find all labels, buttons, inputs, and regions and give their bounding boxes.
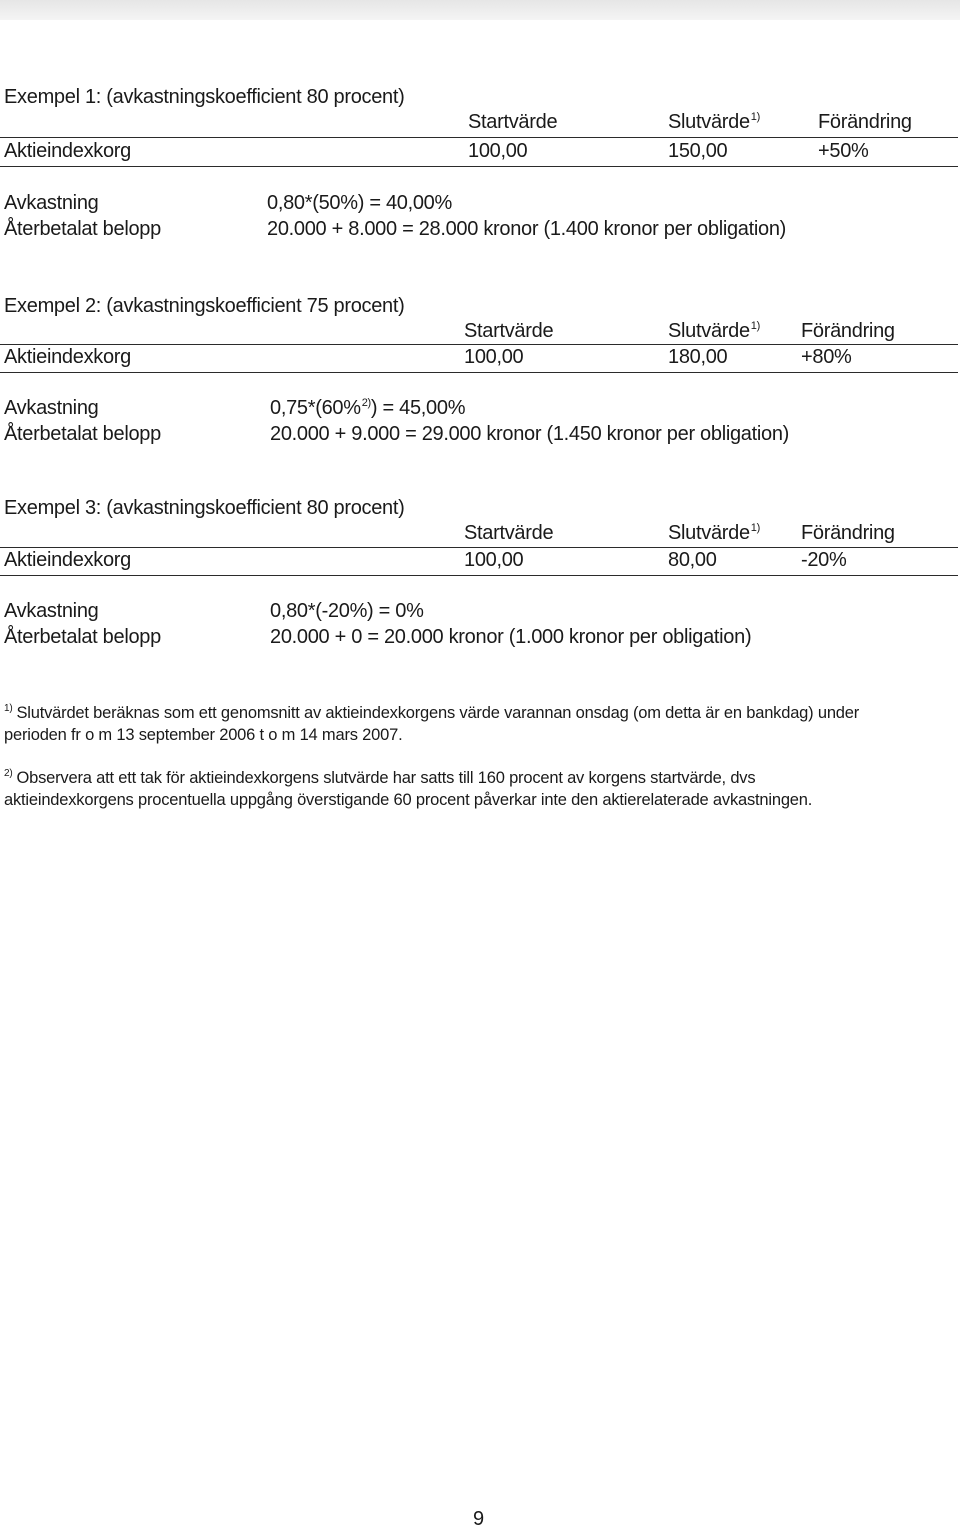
- example-title: Exempel 1: (avkastningskoefficient 80 procent): [4, 86, 405, 108]
- return-label: Avkastning: [4, 397, 99, 419]
- header-change: Förändring: [818, 111, 912, 133]
- header-end-value: Slutvärde$^{1)}$: [668, 111, 760, 133]
- row-label: Aktieindexkorg: [4, 346, 131, 368]
- row-end-value: 180,00: [668, 346, 728, 368]
- header-rule: [0, 547, 958, 548]
- header-rule: [0, 344, 958, 345]
- header-start-value: Startvärde: [468, 111, 558, 133]
- footnote-ref-1: 1): [750, 320, 760, 332]
- row-start-value: 100,00: [464, 549, 524, 571]
- footnote-ref-1: 1): [750, 522, 760, 534]
- header-end-value: Slutvärde$^{1)}$: [668, 522, 760, 544]
- footnote-ref-2: 2): [361, 397, 371, 409]
- footnote-marker: 1): [4, 703, 13, 714]
- header-change: Förändring: [801, 320, 895, 342]
- header-start-value: Startvärde: [464, 320, 554, 342]
- footnote-line: $^{2)}$ Observera att ett tak för aktieindexkorgens slutvärde har satts till 160 procent av korgens startvärde, dvs: [4, 768, 756, 787]
- return-label: Avkastning: [4, 192, 99, 214]
- row-label: Aktieindexkorg: [4, 549, 131, 571]
- header-change: Förändring: [801, 522, 895, 544]
- row-rule: [0, 166, 958, 167]
- row-change: +80%: [801, 346, 852, 368]
- row-change: +50%: [818, 140, 869, 162]
- row-end-value: 150,00: [668, 140, 728, 162]
- header-end-value: Slutvärde$^{1)}$: [668, 320, 760, 342]
- footnote-ref-1: 1): [750, 111, 760, 123]
- repaid-value: 20.000 + 0 = 20.000 kronor (1.000 kronor per obligation): [270, 626, 752, 648]
- header-start-value: Startvärde: [464, 522, 554, 544]
- example-title: Exempel 3: (avkastningskoefficient 80 procent): [4, 497, 405, 519]
- repaid-value: 20.000 + 8.000 = 28.000 kronor (1.400 kronor per obligation): [267, 218, 787, 240]
- repaid-value: 20.000 + 9.000 = 29.000 kronor (1.450 kronor per obligation): [270, 423, 790, 445]
- repaid-label: Återbetalat belopp: [4, 626, 161, 648]
- row-start-value: 100,00: [464, 346, 524, 368]
- return-value: 0,80*(-20%) = 0%: [270, 600, 424, 622]
- row-rule: [0, 575, 958, 576]
- return-label: Avkastning: [4, 600, 99, 622]
- page-number: 9: [473, 1508, 485, 1530]
- row-label: Aktieindexkorg: [4, 140, 131, 162]
- footnote-marker: 2): [4, 768, 13, 779]
- row-change: -20%: [801, 549, 847, 571]
- repaid-label: Återbetalat belopp: [4, 218, 161, 240]
- footnote-line: aktieindexkorgens procentuella uppgång överstigande 60 procent påverkar inte den aktierelaterade avkastningen.: [4, 791, 813, 809]
- repaid-label: Återbetalat belopp: [4, 423, 161, 445]
- example-title: Exempel 2: (avkastningskoefficient 75 procent): [4, 295, 405, 317]
- row-rule: [0, 372, 958, 373]
- footnote-line: perioden fr o m 13 september 2006 t o m 14 mars 2007.: [4, 726, 403, 744]
- row-end-value: 80,00: [668, 549, 717, 571]
- footnote-line: $^{1)}$ Slutvärdet beräknas som ett genomsnitt av aktieindexkorgens värde varannan onsdag (om detta är en bankdag) under: [4, 703, 860, 722]
- return-value: 0,75*(60%$^{2)}$) = 45,00%: [270, 397, 466, 419]
- header-rule: [0, 137, 958, 138]
- page-top-bar: [0, 0, 960, 20]
- return-value: 0,80*(50%) = 40,00%: [267, 192, 452, 214]
- row-start-value: 100,00: [468, 140, 528, 162]
